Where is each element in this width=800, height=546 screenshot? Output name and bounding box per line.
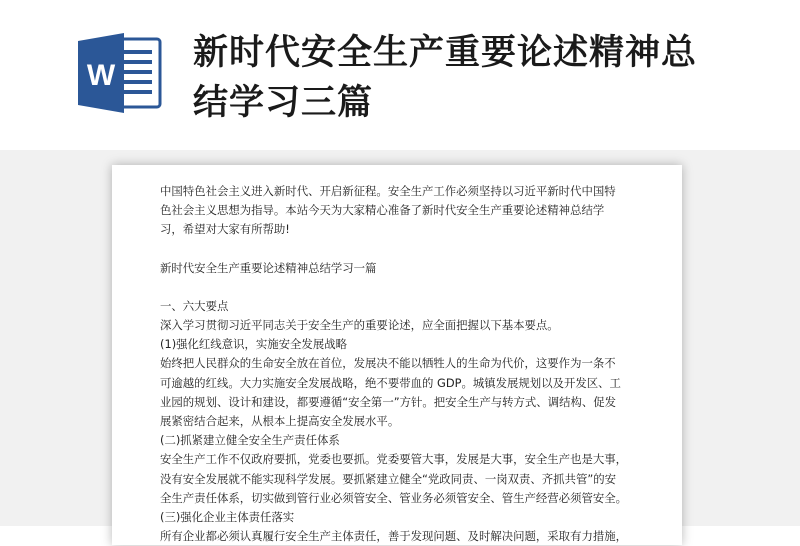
subheading-line: (1)强化红线意识，实施安全发展战略 xyxy=(160,337,347,352)
intro-line: 习，希望对大家有所帮助! xyxy=(160,222,290,237)
body-line: 深入学习贯彻习近平同志关于安全生产的重要论述，应全面把握以下基本要点。 xyxy=(160,318,559,333)
title-line-2: 结学习三篇 xyxy=(193,83,374,123)
body-line: 没有安全发展就不能实现科学发展。要抓紧建立健全“党政同责、一岗双责、齐抓共管”的安 xyxy=(160,471,617,486)
document-page xyxy=(112,165,682,545)
document-body xyxy=(160,182,640,546)
document-title xyxy=(193,28,773,128)
body-line: 所有企业都必须认真履行安全生产主体责任，善于发现问题、及时解决问题，采取有力措施， xyxy=(160,529,628,544)
body-line: 展紧密结合起来，从根本上提高安全发展水平。 xyxy=(160,414,400,429)
body-line: 始终把人民群众的生命安全放在首位，发展决不能以牺牲人的生命为代价，这要作为一条不 xyxy=(160,356,616,371)
body-line: 可逾越的红线。大力实施安全发展战略，绝不要带血的 GDP。城镇发展规划以及开发区、工 xyxy=(160,375,621,390)
subheading-line: (三)强化企业主体责任落实 xyxy=(160,510,295,525)
document-header xyxy=(0,0,800,150)
word-document-icon xyxy=(78,33,164,113)
section-title: 新时代安全生产重要论述精神总结学习一篇 xyxy=(160,260,377,275)
intro-line: 色社会主义思想为指导。本站今天为大家精心准备了新时代安全生产重要论述精神总结学 xyxy=(160,203,605,218)
word-icon-letter: W xyxy=(86,59,116,92)
subheading-line: (二)抓紧建立健全安全生产责任体系 xyxy=(160,433,340,448)
heading-line: 一、六大要点 xyxy=(160,298,229,313)
intro-line: 中国特色社会主义进入新时代、开启新征程。安全生产工作必须坚持以习近平新时代中国特 xyxy=(160,184,616,198)
body-line: 全生产责任体系，切实做到管行业必须管安全、管业务必须管安全、管生产经营必须管安全。 xyxy=(160,490,628,505)
body-line: 安全生产工作不仅政府要抓，党委也要抓。党委要管大事，发展是大事，安全生产也是大事， xyxy=(160,452,628,467)
body-line: 业园的规划、设计和建设，都要遵循“安全第一”方针。把安全生产与转方式、调结构、促发 xyxy=(160,394,617,409)
title-line-1: 新时代安全生产重要论述精神总 xyxy=(193,33,698,73)
